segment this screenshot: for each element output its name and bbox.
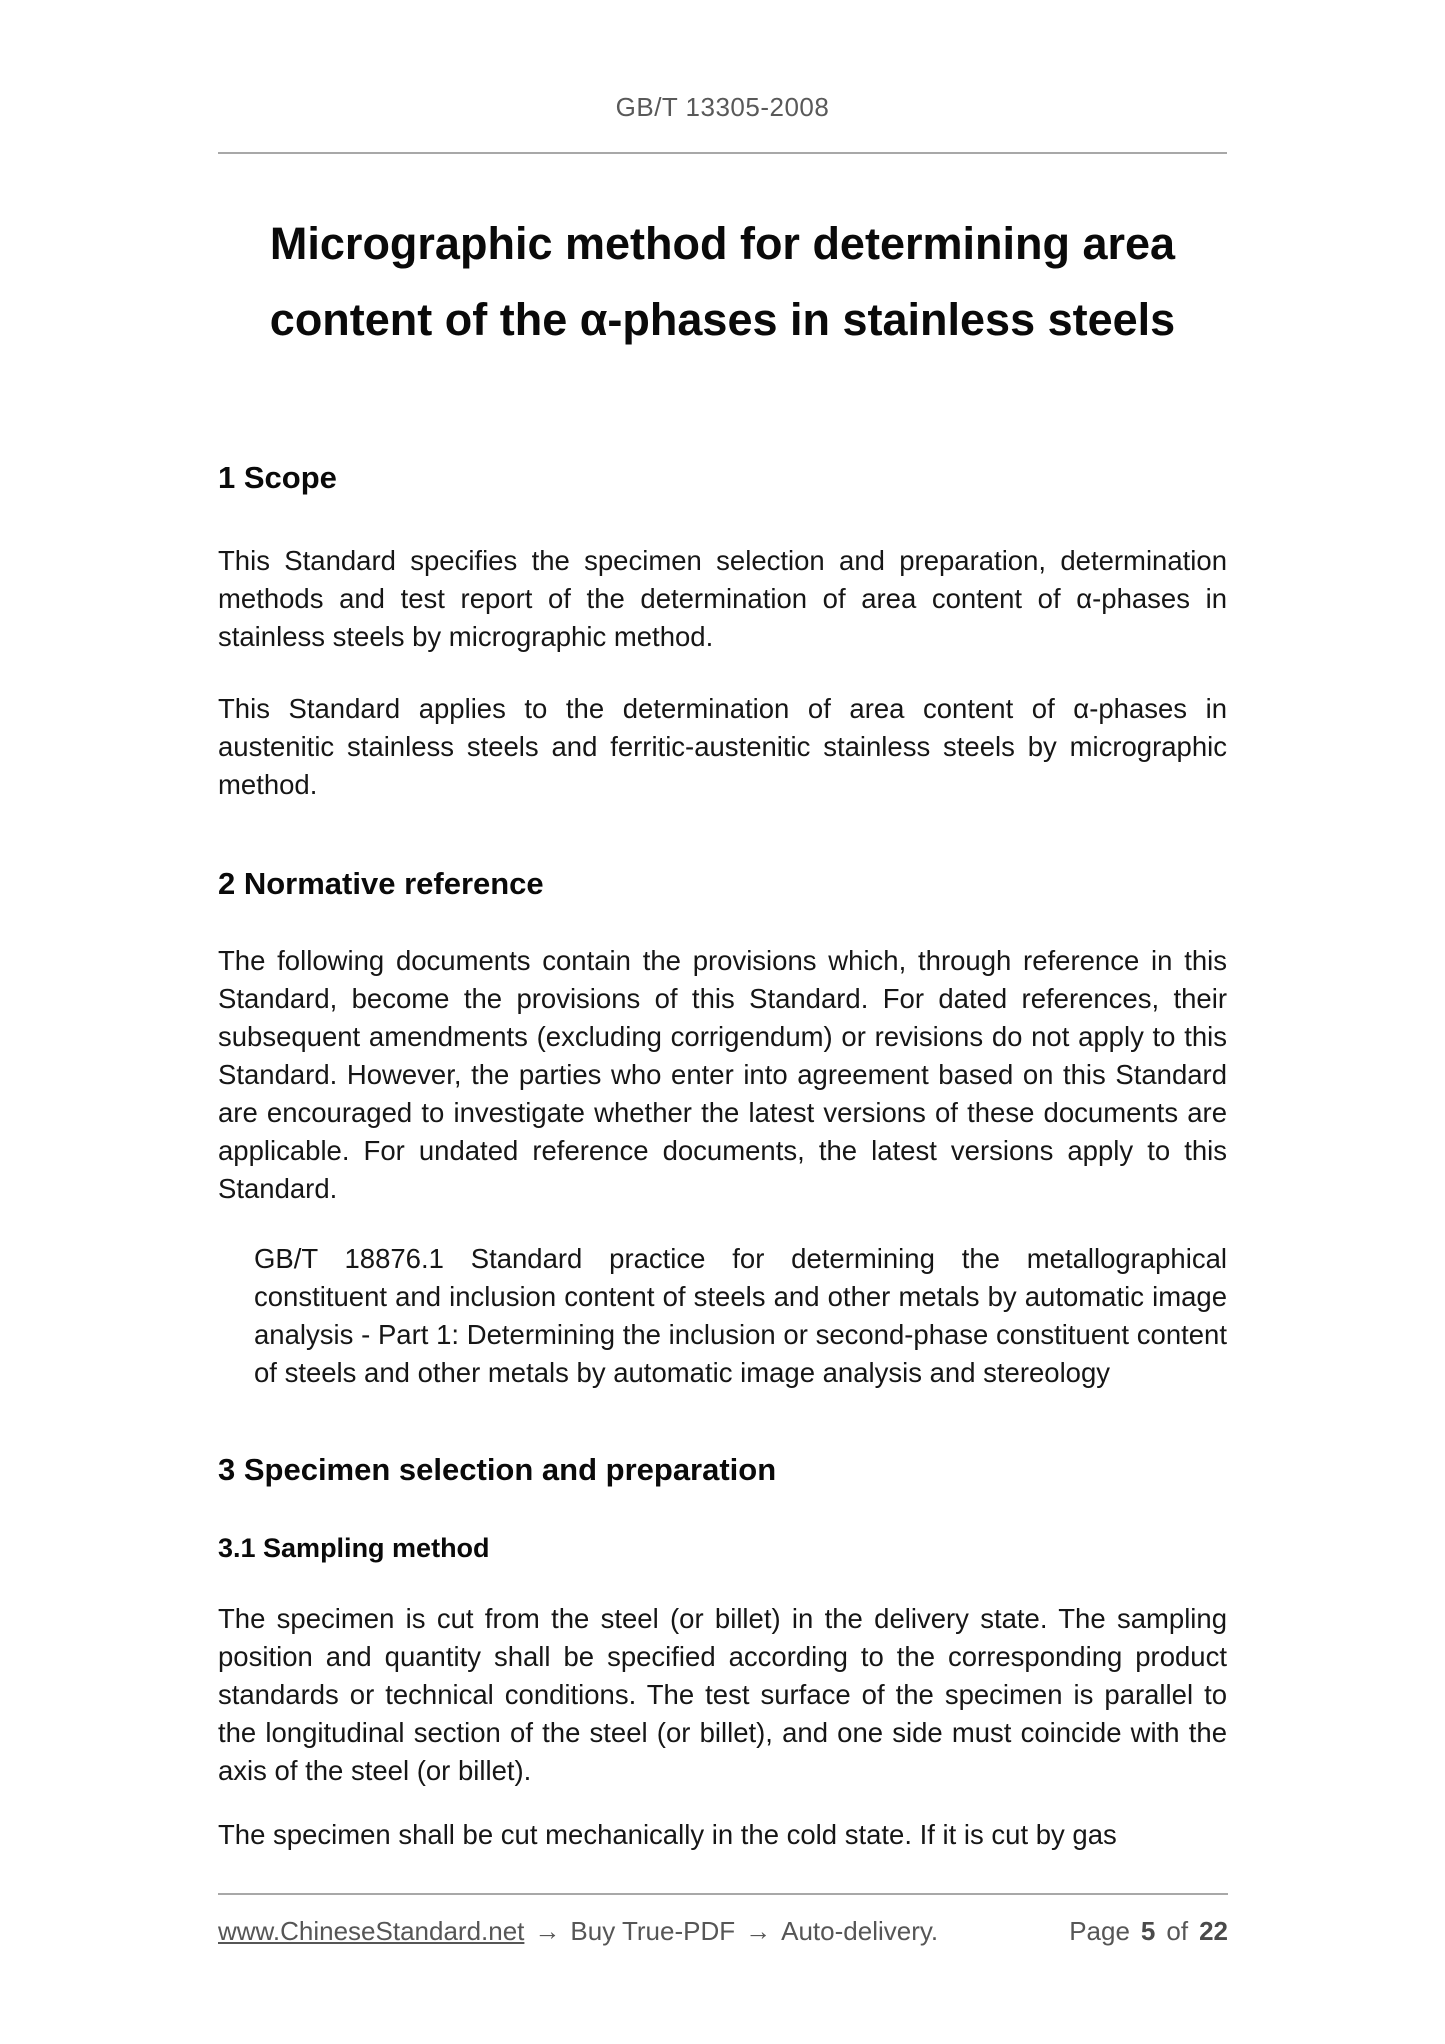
total-page-number: 22 xyxy=(1199,1916,1228,1946)
current-page-number: 5 xyxy=(1140,1916,1156,1946)
footer-left xyxy=(218,1914,938,1948)
paragraph: This Standard specifies the specimen selection and preparation, determination methods and test report of the determination of area content of α-phases in stainless steels by micrographic method. xyxy=(218,545,1227,652)
paragraph: This Standard applies to the determination of area content of α-phases in austenitic stainless steels and ferritic-austenitic stainless steels by micrographic method. xyxy=(218,693,1227,800)
paragraph: The specimen shall be cut mechanically in the cold state. If it is cut by gas xyxy=(218,1819,1117,1850)
footer-buy-label: Buy True-PDF xyxy=(570,1916,736,1946)
section-heading-scope: 1 Scope xyxy=(218,460,337,495)
footer-rule xyxy=(218,1893,1228,1895)
right-arrow-icon: → xyxy=(534,1916,561,1946)
page-footer xyxy=(218,1914,1228,1948)
doc-number: GB/T 13305-2008 xyxy=(615,92,830,122)
page-label: Page xyxy=(1069,1916,1130,1946)
section-heading-normative-reference: 2 Normative reference xyxy=(218,866,544,901)
title-line-1: Micrographic method for determining area xyxy=(269,218,1176,269)
page-indicator xyxy=(1069,1914,1228,1948)
title-line-2: content of the α-phases in stainless steels xyxy=(269,294,1176,345)
of-label: of xyxy=(1166,1916,1189,1946)
paragraph: The specimen is cut from the steel (or billet) in the delivery state. The sampling position and quantity shall be specified according to the corresponding product standards or technical conditions. The test surface of the specimen is parallel to the longitudinal section of the steel (or billet), and one side must coincide with the axis of the steel (or billet). xyxy=(218,1603,1227,1786)
paragraph: The following documents contain the provisions which, through reference in this Standard, become the provisions of this Standard. For dated references, their subsequent amendments (excluding corrigendum) or revisions do not apply to this Standard. However, the parties who enter into agreement based on this Standard are encouraged to investigate whether the latest versions of these documents are applicable. For undated reference documents, the latest versions apply to this Standard. xyxy=(218,945,1227,1204)
normative-reference-entry: GB/T 18876.1 Standard practice for determining the metallographical constituent and inclusion content of steels and other metals by automatic image analysis - Part 1: Determining the inclusion or second-phase constituent content of steels and other metals by automatic image analysis and stereology xyxy=(254,1243,1227,1388)
website-link[interactable]: www.ChineseStandard.net xyxy=(218,1916,525,1946)
footer-delivery-label: Auto-delivery. xyxy=(781,1916,939,1946)
subsection-heading-sampling-method: 3.1 Sampling method xyxy=(218,1533,490,1563)
header-rule xyxy=(218,152,1227,154)
document-title xyxy=(218,206,1227,358)
right-arrow-icon: → xyxy=(745,1916,772,1946)
section-heading-specimen-selection: 3 Specimen selection and preparation xyxy=(218,1452,777,1487)
